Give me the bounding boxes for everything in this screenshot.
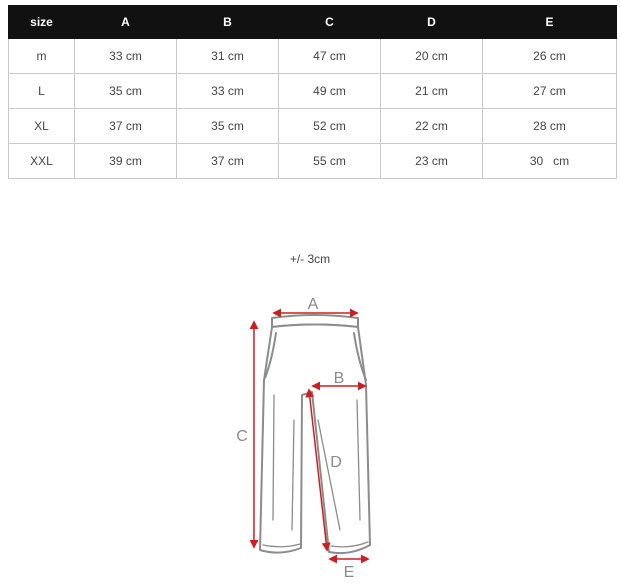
measure-cell: 35 cm — [177, 109, 279, 144]
size-cell: XXL — [9, 144, 75, 179]
measure-cell: 39 cm — [75, 144, 177, 179]
measure-cell: 30 cm — [483, 144, 617, 179]
measure-cell: 31 cm — [177, 39, 279, 74]
measure-cell: 23 cm — [381, 144, 483, 179]
pants-outline — [260, 315, 370, 553]
measure-cell: 26 cm — [483, 39, 617, 74]
measure-cell: 27 cm — [483, 74, 617, 109]
measure-cell: 55 cm — [279, 144, 381, 179]
measure-cell: 33 cm — [75, 39, 177, 74]
label-e: E — [343, 564, 355, 581]
measure-cell: 49 cm — [279, 74, 381, 109]
measure-cell: 22 cm — [381, 109, 483, 144]
size-cell: XL — [9, 109, 75, 144]
measure-cell: 47 cm — [279, 39, 381, 74]
tolerance-note: +/- 3cm — [289, 252, 331, 266]
header-d: D — [381, 6, 483, 39]
measure-cell: 28 cm — [483, 109, 617, 144]
measure-cell: 35 cm — [75, 74, 177, 109]
header-a: A — [75, 6, 177, 39]
size-cell: L — [9, 74, 75, 109]
measure-cell: 37 cm — [75, 109, 177, 144]
label-b: B — [333, 370, 345, 387]
header-e: E — [483, 6, 617, 39]
measure-cell: 37 cm — [177, 144, 279, 179]
measure-cell: 20 cm — [381, 39, 483, 74]
measure-cell: 52 cm — [279, 109, 381, 144]
header-b: B — [177, 6, 279, 39]
label-a: A — [307, 296, 319, 313]
size-cell: m — [9, 39, 75, 74]
header-size: size — [9, 6, 75, 39]
measure-cell: 21 cm — [381, 74, 483, 109]
label-c: C — [236, 428, 248, 445]
measure-cell: 33 cm — [177, 74, 279, 109]
label-d: D — [330, 454, 342, 471]
header-c: C — [279, 6, 381, 39]
